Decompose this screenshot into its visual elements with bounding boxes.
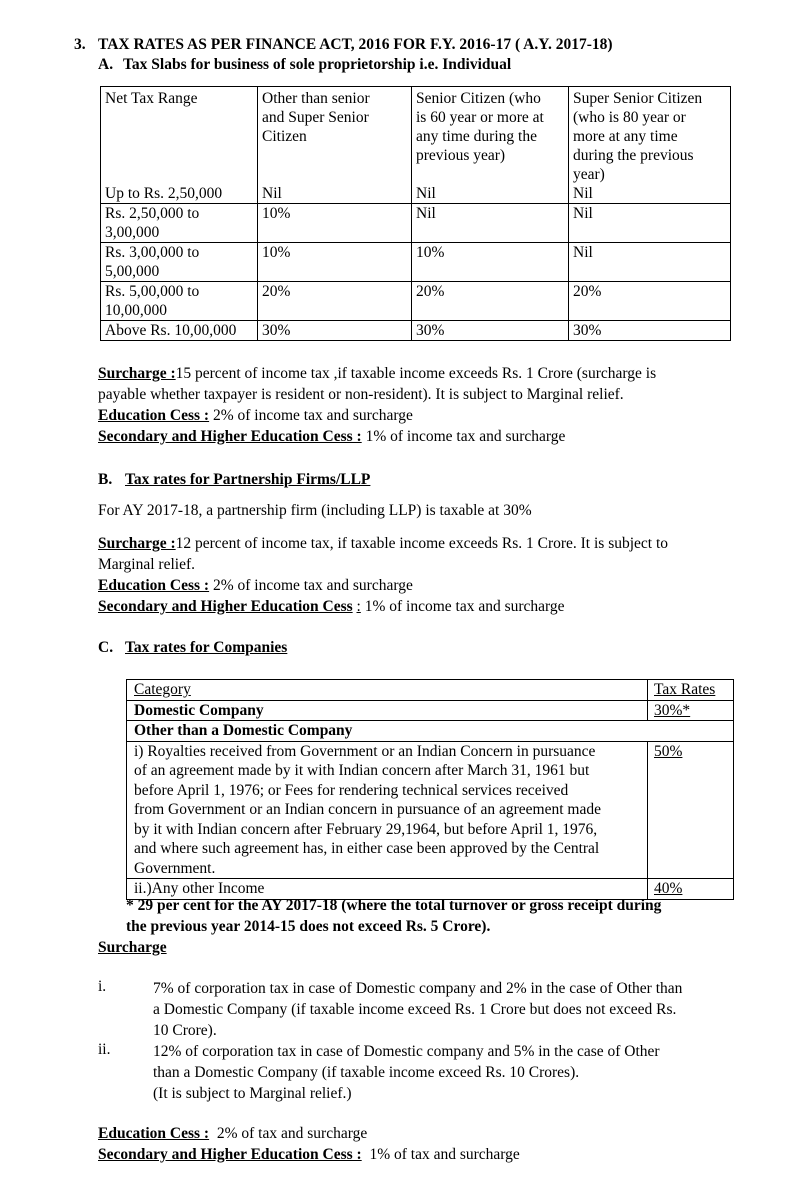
header-line: year) <box>573 166 605 183</box>
table-header-row <box>101 87 731 185</box>
cell-senior: 10% <box>412 243 569 282</box>
table-row <box>101 282 731 321</box>
individual-tax-slab-table <box>100 86 731 341</box>
cell-super-senior: Nil <box>569 184 731 204</box>
section-c-she-cess <box>98 1145 520 1164</box>
surcharge-label: Surcharge : <box>98 365 176 382</box>
list-item-line: 7% of corporation tax in case of Domestic company and 2% in the case of Other than <box>153 980 683 997</box>
cell-senior: Nil <box>412 184 569 204</box>
list-item-line: 10 Crore). <box>153 1022 217 1039</box>
header-line: Super Senior Citizen <box>573 90 703 107</box>
other-than-domestic-empty <box>648 721 734 742</box>
table-row <box>101 204 731 243</box>
cell-range <box>101 204 258 243</box>
list-item <box>153 1041 743 1104</box>
royalty-line: Government. <box>134 859 216 877</box>
she-cess-text: 1% of tax and surcharge <box>369 1146 520 1163</box>
list-item-line: a Domestic Company (if taxable income exceed Rs. 1 Crore but does not exceed Rs. <box>153 1001 677 1018</box>
surcharge-text: Marginal relief. <box>98 556 195 573</box>
range-line: Up to Rs. 2,50,000 <box>105 185 223 202</box>
other-than-domestic-label: Other than a Domestic Company <box>127 721 648 742</box>
header-line: Senior Citizen (who <box>416 90 541 107</box>
header-line: and Super Senior <box>262 109 369 126</box>
cell-senior: 30% <box>412 321 569 341</box>
surcharge-heading: Surcharge <box>98 939 167 956</box>
she-cess-colon: : <box>356 598 361 615</box>
cell-range <box>101 321 258 341</box>
header-category: Category <box>127 680 648 701</box>
company-tax-rate-table <box>126 679 734 900</box>
cell-other-than-senior: 30% <box>258 321 412 341</box>
range-line: 3,00,000 <box>105 224 160 241</box>
cell-other-than-senior: 10% <box>258 204 412 243</box>
section-b-title: Tax rates for Partnership Firms/LLP <box>125 471 371 488</box>
education-cess-label: Education Cess : <box>98 407 210 424</box>
section-b-label: B. <box>98 471 113 488</box>
royalty-description <box>127 741 648 879</box>
list-item-line: (It is subject to Marginal relief.) <box>153 1085 352 1102</box>
cell-other-than-senior: 20% <box>258 282 412 321</box>
header-line: more at any time <box>573 128 678 145</box>
footnote: * 29 per cent for the AY 2017-18 (where the total turnover or gross receipt during <box>126 897 662 914</box>
royalty-line: and where such agreement has, in either case been approved by the Central <box>134 840 600 857</box>
range-line: Rs. 2,50,000 to <box>105 205 200 222</box>
table-header-row <box>127 680 734 701</box>
list-item <box>153 978 743 1041</box>
range-line: Above Rs. 10,00,000 <box>105 322 237 339</box>
domestic-company-rate: 30%* <box>648 700 734 721</box>
section-c-title: Tax rates for Companies <box>125 639 288 656</box>
cell-other-than-senior: 10% <box>258 243 412 282</box>
header-line: is 60 year or more at <box>416 109 544 126</box>
header-line: previous year) <box>416 147 506 164</box>
range-line: 10,00,000 <box>105 302 167 319</box>
she-cess-text: 1% of income tax and surcharge <box>365 428 566 445</box>
range-line: 5,00,000 <box>105 263 160 280</box>
surcharge-label: Surcharge : <box>98 535 176 552</box>
list-item-line: 12% of corporation tax in case of Domestic company and 5% in the case of Other <box>153 1043 660 1060</box>
range-line: Rs. 5,00,000 to <box>105 283 200 300</box>
domestic-company-label: Domestic Company <box>127 700 648 721</box>
education-cess-label: Education Cess : <box>98 1125 210 1142</box>
cell-super-senior: 30% <box>569 321 731 341</box>
section-a-surcharge <box>98 363 738 447</box>
surcharge-text: 12 percent of income tax, if taxable income exceeds Rs. 1 Crore. It is subject to <box>175 535 669 552</box>
header-net-tax-range <box>101 87 258 185</box>
section-c-label: C. <box>98 639 114 656</box>
she-cess-label: Secondary and Higher Education Cess <box>98 598 353 615</box>
education-cess-label: Education Cess : <box>98 577 210 594</box>
section-number: 3. <box>74 36 86 53</box>
royalty-line: before April 1, 1976; or Fees for rendering technical services received <box>134 781 569 799</box>
header-line: (who is 80 year or <box>573 109 686 126</box>
section-b-surcharge <box>98 533 738 617</box>
header-line: Net Tax Range <box>105 90 198 107</box>
education-cess-text: 2% of tax and surcharge <box>216 1125 368 1142</box>
cell-super-senior: 20% <box>569 282 731 321</box>
header-line: during the previous <box>573 147 694 164</box>
header-senior-citizen <box>412 87 569 185</box>
header-line: Other than senior <box>262 90 370 107</box>
header-super-senior-citizen <box>569 87 731 185</box>
header-line: Citizen <box>262 128 307 145</box>
education-cess-text: 2% of income tax and surcharge <box>212 577 413 594</box>
page-title: TAX RATES AS PER FINANCE ACT, 2016 FOR F.Y. 2016-17 ( A.Y. 2017-18) <box>98 36 613 53</box>
section-b-intro: For AY 2017-18, a partnership firm (including LLP) is taxable at 30% <box>98 502 532 519</box>
table-row <box>101 321 731 341</box>
royalty-line: of an agreement made by it with Indian concern after March 31, 1961 but <box>134 762 590 779</box>
table-row <box>127 721 734 742</box>
she-cess-label: Secondary and Higher Education Cess : <box>98 428 362 445</box>
header-tax-rates: Tax Rates <box>648 680 734 701</box>
header-line: any time during the <box>416 128 537 145</box>
cell-range <box>101 282 258 321</box>
range-line: Rs. 3,00,000 to <box>105 244 200 261</box>
royalty-line: i) Royalties received from Government or an Indian Concern in pursuance <box>134 742 596 760</box>
section-c-education-cess <box>98 1124 367 1143</box>
cell-other-than-senior: Nil <box>258 184 412 204</box>
header-other-than-senior <box>258 87 412 185</box>
table-row <box>101 184 731 204</box>
list-item-number: i. <box>98 978 107 995</box>
cell-super-senior: Nil <box>569 243 731 282</box>
royalty-line: by it with Indian concern after February 29,1964, but before April 1, 1976, <box>134 820 598 838</box>
cell-range <box>101 184 258 204</box>
table-row <box>101 243 731 282</box>
table-row <box>127 700 734 721</box>
cell-range <box>101 243 258 282</box>
surcharge-text: 15 percent of income tax ,if taxable income exceeds Rs. 1 Crore (surcharge is <box>175 365 657 382</box>
any-other-income-rate: 40% <box>648 879 734 900</box>
she-cess-text: 1% of income tax and surcharge <box>364 598 565 615</box>
cell-senior: Nil <box>412 204 569 243</box>
section-a-title: Tax Slabs for business of sole proprietorship i.e. Individual <box>123 56 512 73</box>
section-a-label: A. <box>98 56 114 73</box>
education-cess-text: 2% of income tax and surcharge <box>212 407 413 424</box>
royalty-line: from Government or an Indian concern in pursuance of an agreement made <box>134 801 601 818</box>
footnote: the previous year 2014-15 does not exceed Rs. 5 Crore). <box>126 918 491 935</box>
table-row <box>127 741 734 879</box>
list-item-number: ii. <box>98 1041 111 1058</box>
she-cess-label: Secondary and Higher Education Cess : <box>98 1146 362 1163</box>
cell-super-senior: Nil <box>569 204 731 243</box>
royalty-rate: 50% <box>648 741 734 879</box>
list-item-line: than a Domestic Company (if taxable income exceed Rs. 10 Crores). <box>153 1064 580 1081</box>
surcharge-text: payable whether taxpayer is resident or non-resident). It is subject to Marginal relief. <box>98 386 624 403</box>
any-other-income-label: ii.)Any other Income <box>127 879 648 900</box>
cell-senior: 20% <box>412 282 569 321</box>
